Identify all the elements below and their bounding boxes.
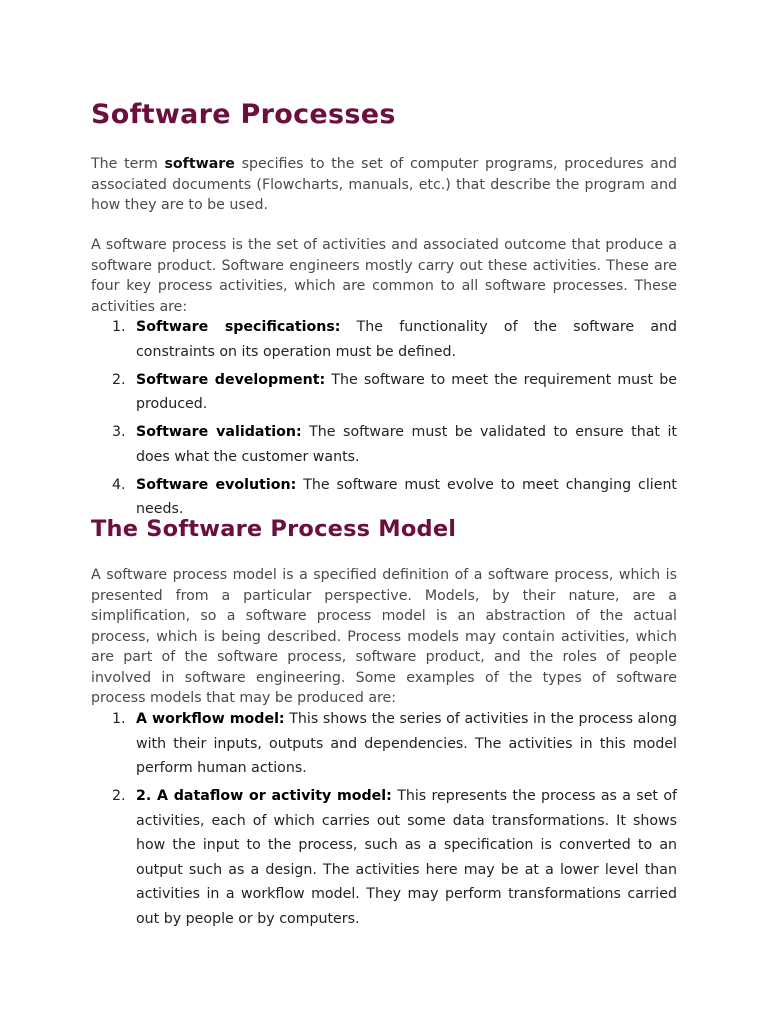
- list-term: A workflow model:: [136, 711, 285, 727]
- process-paragraph: A software process is the set of activities and associated outcome that produce a software product. Software engineers mostly carry out these activities. These are four key process activities, which are common to all software processes. These activities are:: [91, 237, 677, 315]
- list-text: This shows the series of activities in the process along with their inputs, outputs and dependencies. The activities in this model perform human actions.: [136, 711, 677, 776]
- intro-term: software: [164, 156, 235, 172]
- page-title: Software Processes: [91, 99, 396, 130]
- list-term: Software development:: [136, 371, 326, 388]
- intro-paragraph: [91, 154, 677, 216]
- list-term: Software validation:: [136, 424, 302, 440]
- list-number: 1.: [112, 319, 126, 335]
- list-item: [91, 707, 677, 781]
- list-number: 3.: [112, 424, 126, 440]
- list-number: 2.: [112, 371, 126, 388]
- activities-list: [91, 315, 677, 525]
- list-text: The functionality of the software and constraints on its operation must be defined.: [136, 319, 678, 360]
- list-item: [91, 420, 677, 469]
- list-text: This represents the process as a set of activities, each of which carries out some data transformations. It shows how the input to the process, such as a specification is converted to an output such as a design. The activities here may be at a lower level than activities in a workflow model. They may perform transformations carried out by people or by computers.: [136, 788, 677, 927]
- list-text: The software to meet the requirement must be produced.: [136, 371, 677, 412]
- list-text: The software must be validated to ensure that it does what the customer wants.: [136, 424, 677, 465]
- model-paragraph: A software process model is a specified definition of a software process, which is presented from a particular perspective. Models, by their nature, are a simplification, so a software process model is an abstraction of the actual process, which is being described. Process models may contain activities, which are part of the software process, software product, and the roles of people involved in software engineering. Some examples of the types of software process models that may be produced are:: [91, 567, 677, 706]
- list-term: Software specifications:: [136, 319, 341, 335]
- list-item: [91, 368, 677, 417]
- list-number: 1.: [112, 711, 126, 727]
- list-number: 4.: [112, 476, 126, 493]
- list-term: Software evolution:: [136, 476, 297, 493]
- list-term: 2. A dataflow or activity model:: [136, 788, 392, 804]
- intro-rest: specifies to the set of computer programs, procedures and associated documents (Flowcharts, manuals, etc.) that describe the program and how they are to be used.: [91, 156, 677, 213]
- models-list: [91, 707, 677, 935]
- intro-prefix: The term: [91, 156, 165, 172]
- list-item: [91, 473, 677, 522]
- list-item: [91, 784, 677, 931]
- section-heading: The Software Process Model: [91, 516, 457, 542]
- list-number: 2.: [112, 788, 126, 804]
- list-item: [91, 315, 677, 364]
- list-text: The software must evolve to meet changing client needs.: [136, 476, 677, 517]
